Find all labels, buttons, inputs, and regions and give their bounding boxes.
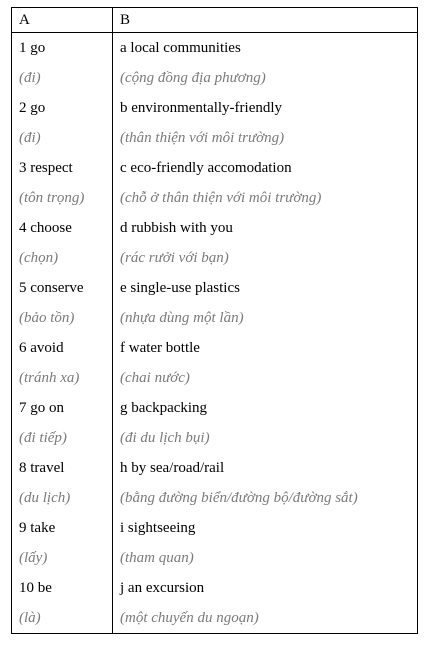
phrase-cell: e single-use plastics bbox=[113, 273, 418, 303]
column-b-header: B bbox=[113, 8, 418, 33]
verb-cell: 7 go on bbox=[12, 393, 113, 423]
verb-translation: (lấy) bbox=[12, 543, 113, 573]
table-row bbox=[12, 513, 418, 543]
translation-row bbox=[12, 303, 418, 333]
matching-table bbox=[11, 7, 418, 634]
verb-translation: (đi) bbox=[12, 123, 113, 153]
phrase-translation: (đi du lịch bụi) bbox=[113, 423, 418, 453]
verb-cell: 10 be bbox=[12, 573, 113, 603]
table-row bbox=[12, 33, 418, 64]
verb-translation: (bảo tồn) bbox=[12, 303, 113, 333]
phrase-translation: (chai nước) bbox=[113, 363, 418, 393]
verb-cell: 1 go bbox=[12, 33, 113, 64]
translation-row bbox=[12, 483, 418, 513]
translation-row bbox=[12, 423, 418, 453]
table-row bbox=[12, 393, 418, 423]
phrase-translation: (bằng đường biển/đường bộ/đường sắt) bbox=[113, 483, 418, 513]
verb-translation: (đi tiếp) bbox=[12, 423, 113, 453]
phrase-translation: (tham quan) bbox=[113, 543, 418, 573]
phrase-translation: (một chuyến du ngoạn) bbox=[113, 603, 418, 634]
phrase-translation: (thân thiện với môi trường) bbox=[113, 123, 418, 153]
translation-row bbox=[12, 183, 418, 213]
verb-cell: 4 choose bbox=[12, 213, 113, 243]
phrase-cell: h by sea/road/rail bbox=[113, 453, 418, 483]
verb-translation: (chọn) bbox=[12, 243, 113, 273]
phrase-translation: (nhựa dùng một lần) bbox=[113, 303, 418, 333]
table-row bbox=[12, 93, 418, 123]
phrase-cell: f water bottle bbox=[113, 333, 418, 363]
verb-translation: (tôn trọng) bbox=[12, 183, 113, 213]
phrase-cell: g backpacking bbox=[113, 393, 418, 423]
table-row bbox=[12, 453, 418, 483]
phrase-cell: j an excursion bbox=[113, 573, 418, 603]
verb-cell: 5 conserve bbox=[12, 273, 113, 303]
verb-cell: 3 respect bbox=[12, 153, 113, 183]
verb-cell: 8 travel bbox=[12, 453, 113, 483]
translation-row bbox=[12, 603, 418, 634]
phrase-translation: (cộng đồng địa phương) bbox=[113, 63, 418, 93]
phrase-translation: (chỗ ở thân thiện với môi trường) bbox=[113, 183, 418, 213]
phrase-cell: d rubbish with you bbox=[113, 213, 418, 243]
verb-cell: 6 avoid bbox=[12, 333, 113, 363]
translation-row bbox=[12, 243, 418, 273]
translation-row bbox=[12, 63, 418, 93]
phrase-cell: a local communities bbox=[113, 33, 418, 64]
verb-translation: (tránh xa) bbox=[12, 363, 113, 393]
table-row bbox=[12, 333, 418, 363]
table-row bbox=[12, 213, 418, 243]
phrase-translation: (rác rưởi với bạn) bbox=[113, 243, 418, 273]
table-row bbox=[12, 153, 418, 183]
verb-translation: (là) bbox=[12, 603, 113, 634]
translation-row bbox=[12, 123, 418, 153]
table-row bbox=[12, 573, 418, 603]
column-a-header: A bbox=[12, 8, 113, 33]
matching-exercise bbox=[11, 7, 417, 634]
translation-row bbox=[12, 543, 418, 573]
phrase-cell: i sightseeing bbox=[113, 513, 418, 543]
translation-row bbox=[12, 363, 418, 393]
verb-cell: 2 go bbox=[12, 93, 113, 123]
verb-cell: 9 take bbox=[12, 513, 113, 543]
verb-translation: (du lịch) bbox=[12, 483, 113, 513]
table-row bbox=[12, 273, 418, 303]
header-row bbox=[12, 8, 418, 33]
verb-translation: (đi) bbox=[12, 63, 113, 93]
phrase-cell: b environmentally-friendly bbox=[113, 93, 418, 123]
phrase-cell: c eco-friendly accomodation bbox=[113, 153, 418, 183]
